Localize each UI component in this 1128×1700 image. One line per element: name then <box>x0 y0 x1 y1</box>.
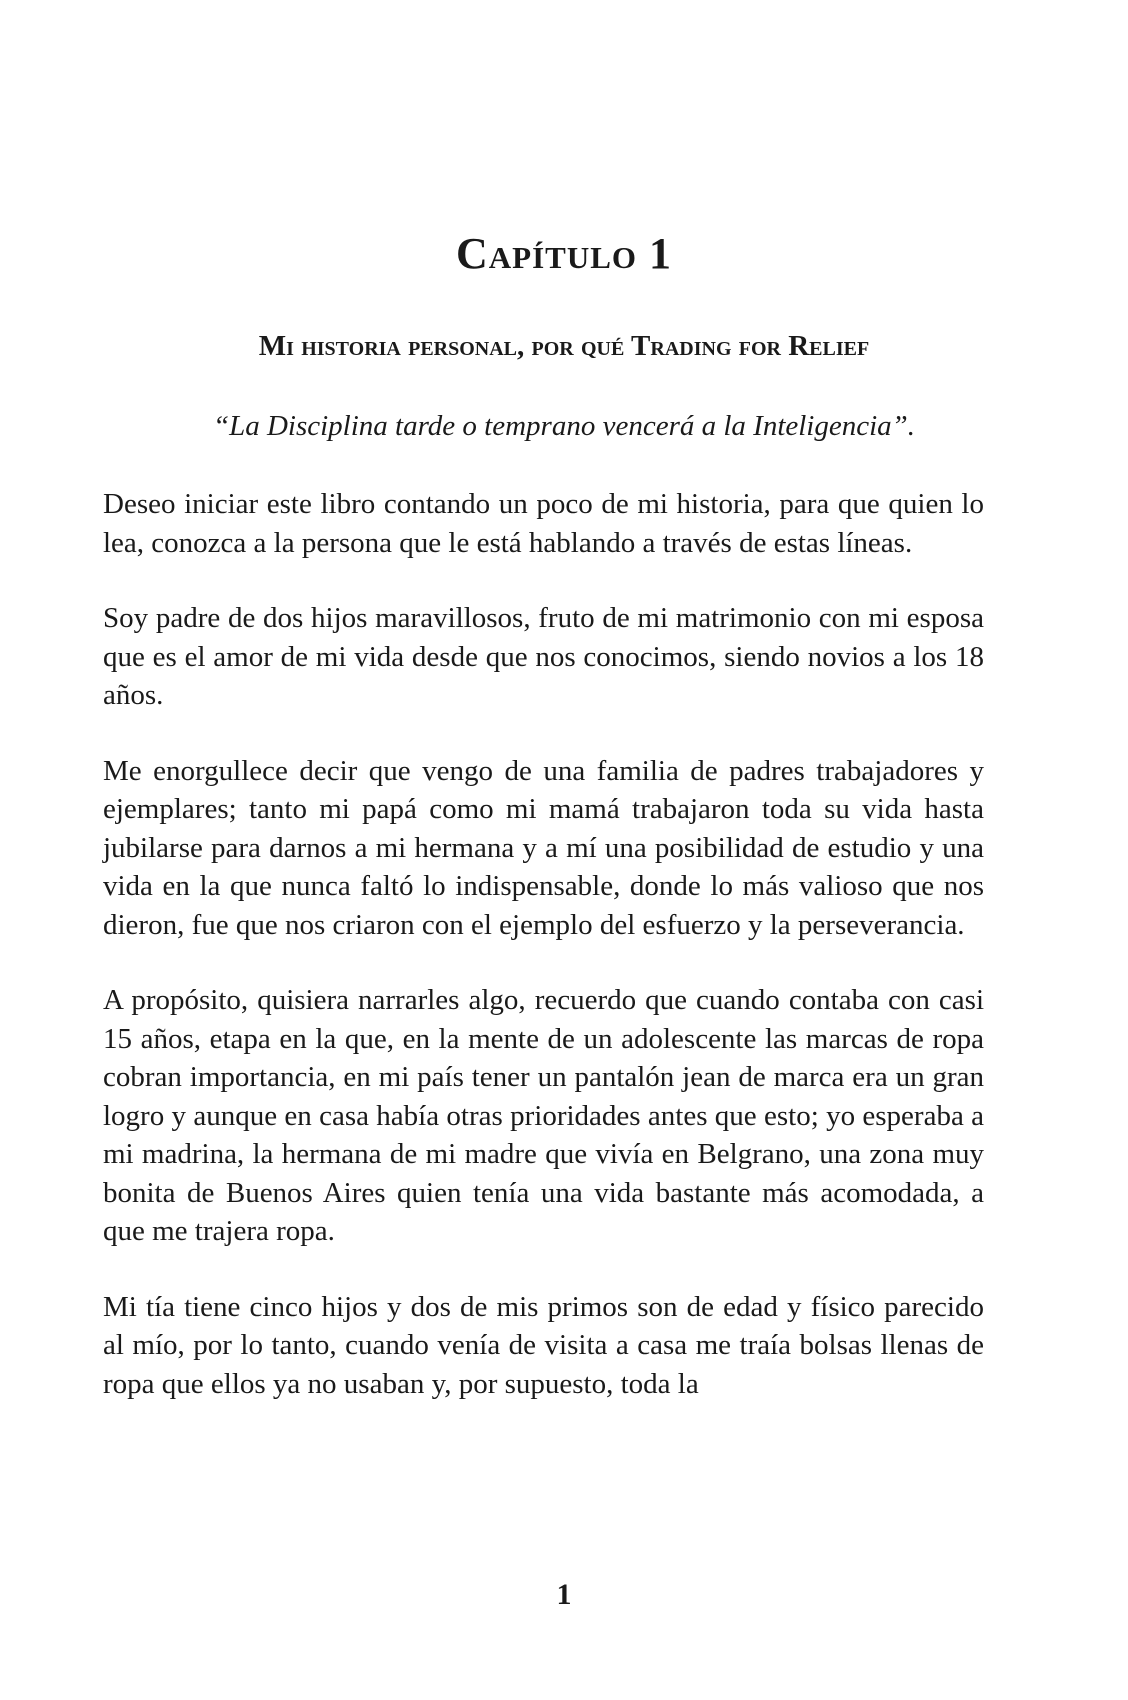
paragraph: A propósito, quisiera narrarles algo, recuerdo que cuando contaba con casi 15 años, etapa en la que, en la mente de un adolescente las marcas de ropa cobran importancia, en mi país tener un pantalón jean de marca era un gran logro y aunque en casa había otras prioridades antes que esto; yo esperaba a mi madrina, la hermana de mi madre que vivía en Belgrano, una zona muy bonita de Buenos Aires quien tenía una vida bastante más acomodada, a que me trajera ropa. <box>103 984 984 1247</box>
paragraph: Mi tía tiene cinco hijos y dos de mis primos son de edad y físico parecido al mío, por lo tanto, cuando venía de visita a casa me traía bolsas llenas de ropa que ellos ya no usaban y, por supuesto, toda la <box>103 1290 984 1400</box>
epigraph-quote: “La Disciplina tarde o temprano vencerá a la Inteligencia”. <box>212 410 916 442</box>
page-number: 1 <box>556 1578 572 1611</box>
chapter-title: Capítulo 1 <box>455 229 673 278</box>
chapter-subtitle: Mi historia personal, por qué Trading for Relief <box>258 330 870 362</box>
paragraph: Deseo iniciar este libro contando un poco de mi historia, para que quien lo lea, conozca a la persona que le está hablando a través de estas líneas. <box>103 488 984 559</box>
body-text <box>103 485 984 1403</box>
paragraph: Soy padre de dos hijos maravillosos, fruto de mi matrimonio con mi esposa que es el amor de mi vida desde que nos conocimos, siendo novios a los 18 años. <box>103 602 984 711</box>
paragraph: Me enorgullece decir que vengo de una familia de padres trabajadores y ejemplares; tanto mi papá como mi mamá trabajaron toda su vida hasta jubilarse para darnos a mi hermana y a mí una posibilidad de estudio y una vida en la que nunca faltó lo indispensable, donde lo más valioso que nos dieron, fue que nos criaron con el ejemplo del esfuerzo y la perseverancia. <box>103 754 984 941</box>
